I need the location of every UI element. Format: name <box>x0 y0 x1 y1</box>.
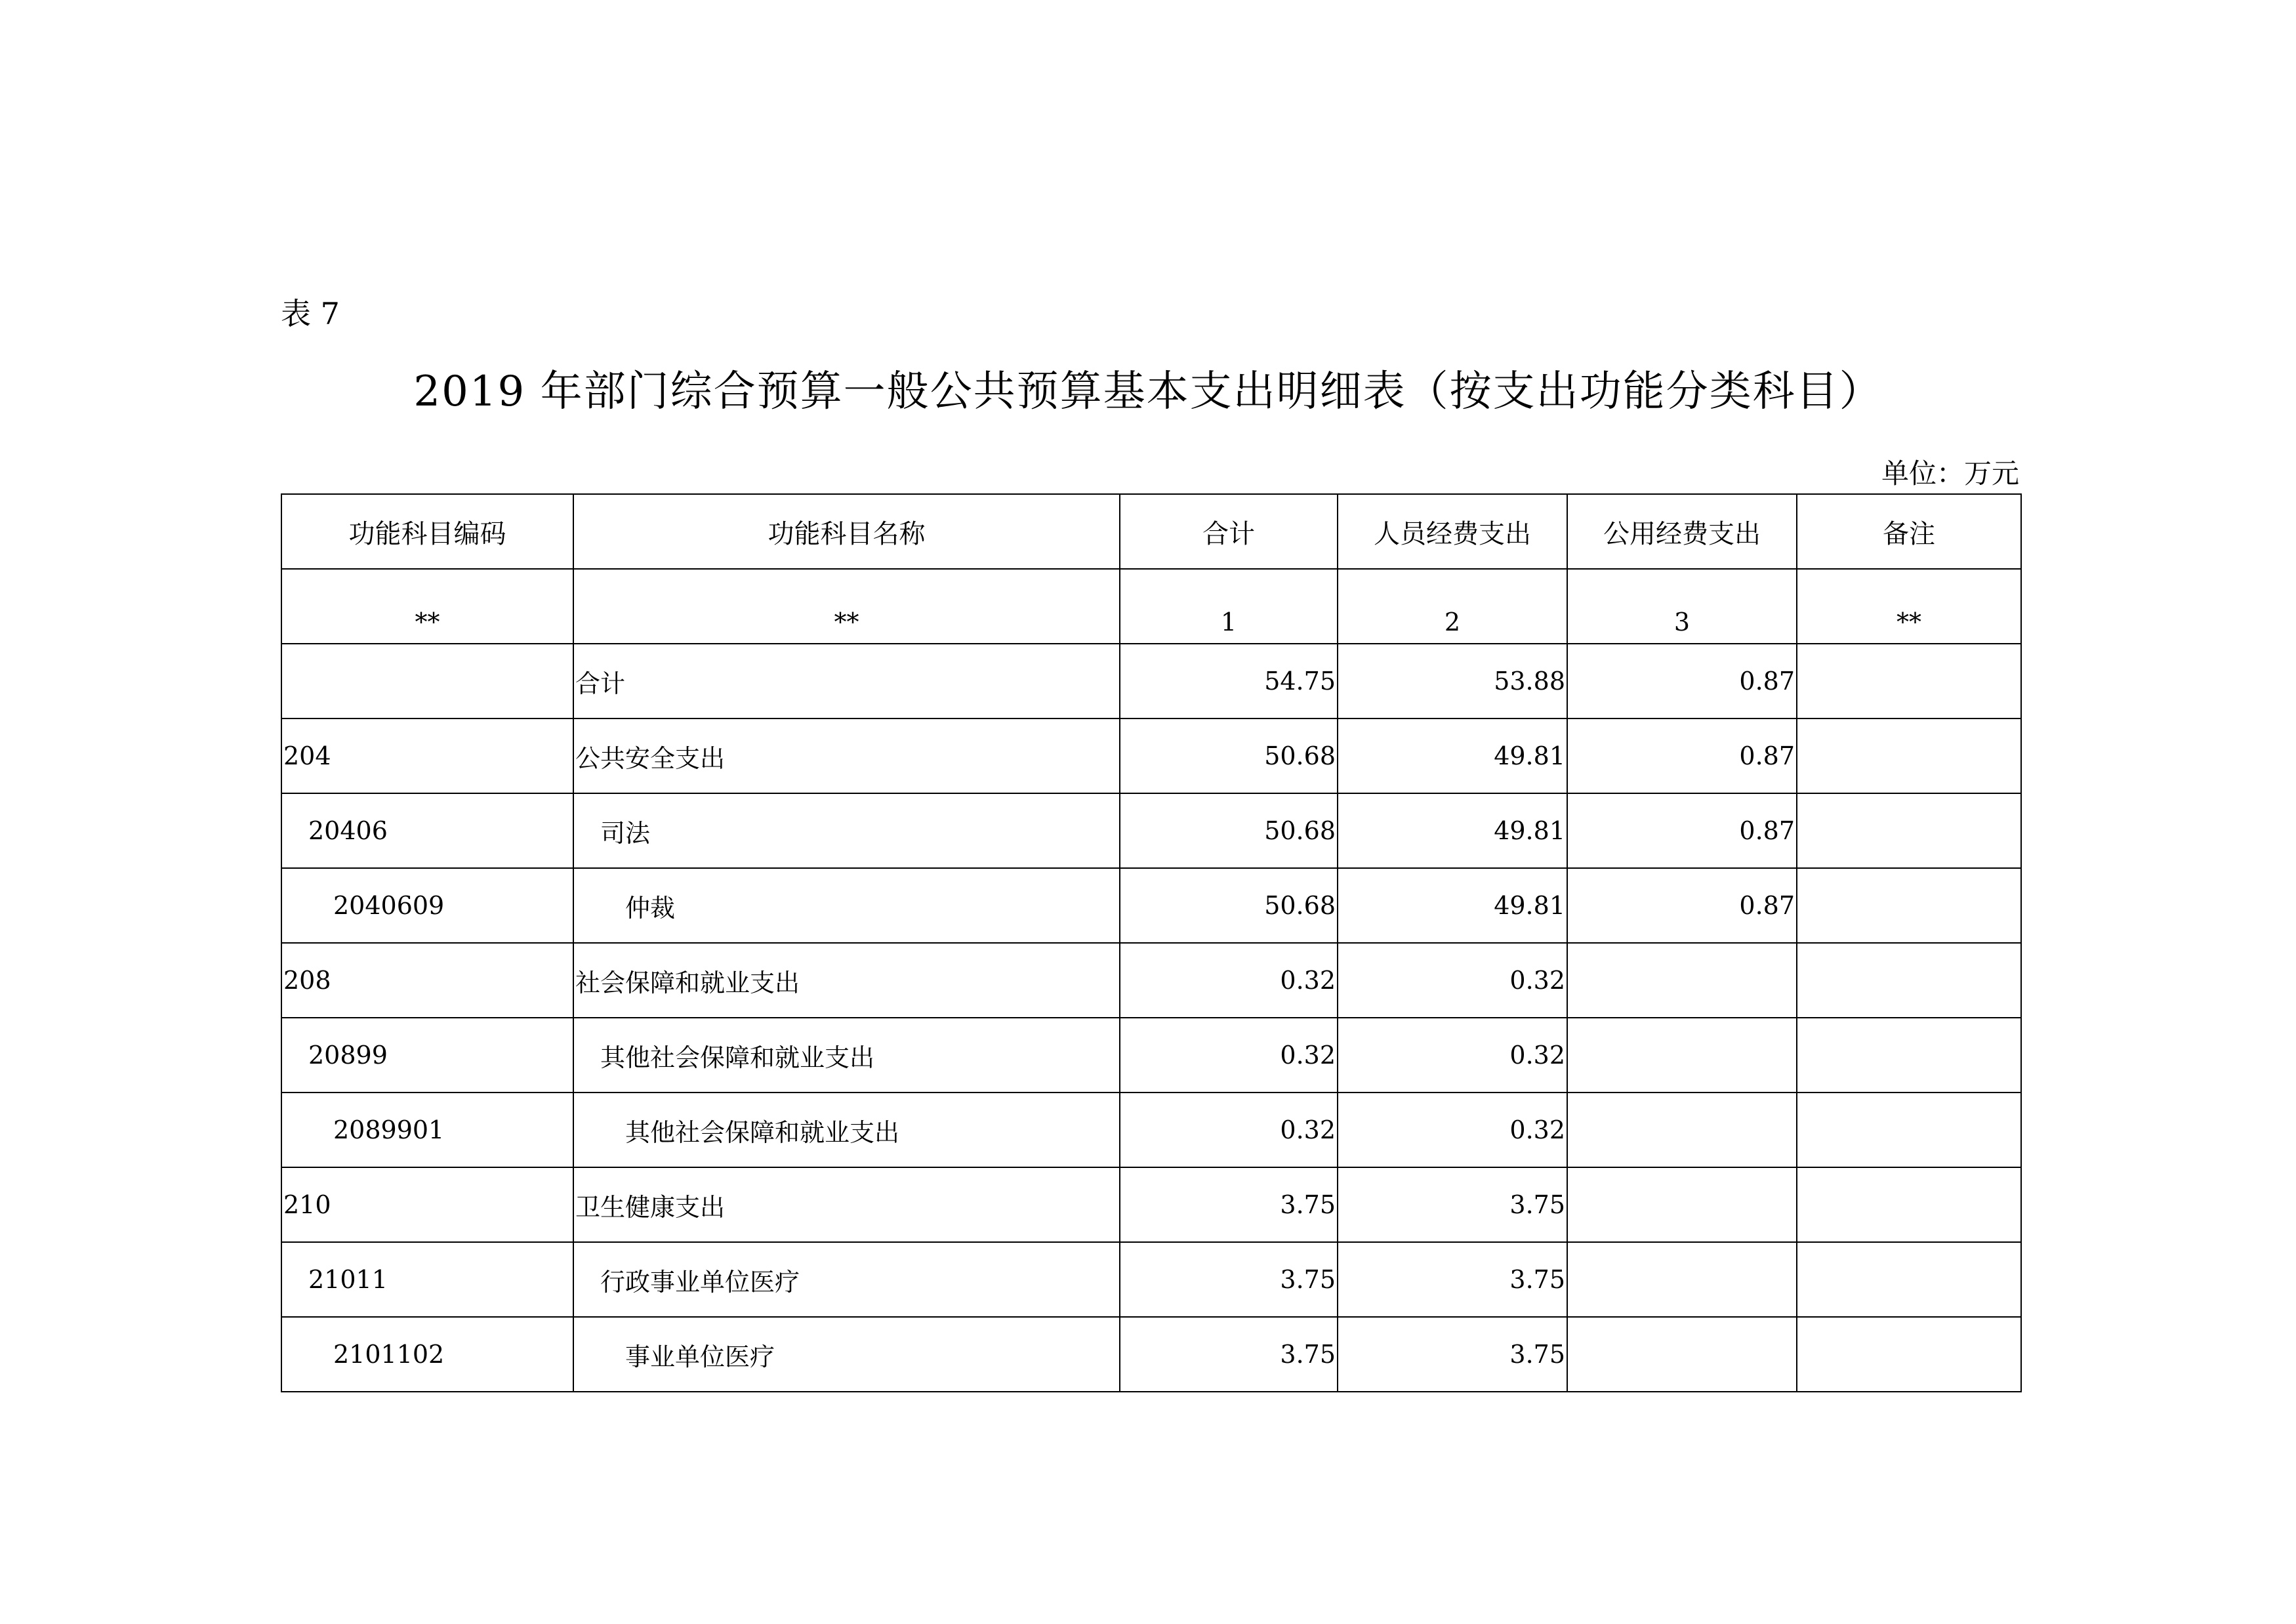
header-note: 备注 <box>1797 494 2021 569</box>
name-cell: 司法 <box>573 793 1120 868</box>
personnel-cell: 49.81 <box>1338 718 1567 793</box>
budget-table <box>281 493 2022 1392</box>
total-cell: 0.32 <box>1120 1093 1338 1167</box>
code-cell: 2040609 <box>281 868 573 943</box>
table-number-label: 表 7 <box>281 296 340 331</box>
total-cell: 50.68 <box>1120 868 1338 943</box>
total-cell: 0.32 <box>1120 1018 1338 1093</box>
code-cell <box>281 644 573 718</box>
code-cell: 20406 <box>281 793 573 868</box>
header-personnel: 人员经费支出 <box>1338 494 1567 569</box>
public-cell <box>1567 1093 1797 1167</box>
personnel-cell: 0.32 <box>1338 1093 1567 1167</box>
personnel-cell: 49.81 <box>1338 793 1567 868</box>
total-cell: 3.75 <box>1120 1242 1338 1317</box>
index-cell: ** <box>1797 569 2021 644</box>
table-row <box>281 1093 2021 1167</box>
table-row <box>281 1317 2021 1392</box>
public-cell: 0.87 <box>1567 718 1797 793</box>
personnel-cell: 49.81 <box>1338 868 1567 943</box>
total-cell: 3.75 <box>1120 1317 1338 1392</box>
code-cell: 2089901 <box>281 1093 573 1167</box>
note-cell <box>1797 793 2021 868</box>
name-cell: 卫生健康支出 <box>573 1167 1120 1242</box>
code-cell: 20899 <box>281 1018 573 1093</box>
table-row <box>281 718 2021 793</box>
note-cell <box>1797 1018 2021 1093</box>
note-cell <box>1797 1317 2021 1392</box>
note-cell <box>1797 943 2021 1018</box>
name-cell: 行政事业单位医疗 <box>573 1242 1120 1317</box>
unit-note: 单位：万元 <box>1881 457 2019 489</box>
note-cell <box>1797 1167 2021 1242</box>
table-row <box>281 1018 2021 1093</box>
table-row <box>281 1242 2021 1317</box>
table-row <box>281 868 2021 943</box>
header-name: 功能科目名称 <box>573 494 1120 569</box>
table-row <box>281 943 2021 1018</box>
table-row <box>281 793 2021 868</box>
code-cell: 210 <box>281 1167 573 1242</box>
name-cell: 公共安全支出 <box>573 718 1120 793</box>
index-cell: 2 <box>1338 569 1567 644</box>
code-cell: 204 <box>281 718 573 793</box>
personnel-cell: 3.75 <box>1338 1167 1567 1242</box>
table-row <box>281 644 2021 718</box>
personnel-cell: 53.88 <box>1338 644 1567 718</box>
public-cell <box>1567 1242 1797 1317</box>
table-row <box>281 1167 2021 1242</box>
index-cell: ** <box>573 569 1120 644</box>
note-cell <box>1797 1242 2021 1317</box>
name-cell: 其他社会保障和就业支出 <box>573 1018 1120 1093</box>
public-cell: 0.87 <box>1567 868 1797 943</box>
personnel-cell: 3.75 <box>1338 1317 1567 1392</box>
public-cell <box>1567 1317 1797 1392</box>
public-cell <box>1567 1018 1797 1093</box>
header-code: 功能科目编码 <box>281 494 573 569</box>
public-cell: 0.87 <box>1567 793 1797 868</box>
table-header-row <box>281 494 2021 569</box>
total-cell: 3.75 <box>1120 1167 1338 1242</box>
total-cell: 50.68 <box>1120 718 1338 793</box>
total-cell: 0.32 <box>1120 943 1338 1018</box>
personnel-cell: 3.75 <box>1338 1242 1567 1317</box>
total-cell: 54.75 <box>1120 644 1338 718</box>
public-cell: 0.87 <box>1567 644 1797 718</box>
index-cell: ** <box>281 569 573 644</box>
note-cell <box>1797 718 2021 793</box>
note-cell <box>1797 868 2021 943</box>
name-cell: 其他社会保障和就业支出 <box>573 1093 1120 1167</box>
header-public: 公用经费支出 <box>1567 494 1797 569</box>
document-title: 2019 年部门综合预算一般公共预算基本支出明细表（按支出功能分类科目） <box>413 367 1883 416</box>
code-cell: 2101102 <box>281 1317 573 1392</box>
name-cell: 合计 <box>573 644 1120 718</box>
column-index-row <box>281 569 2021 644</box>
personnel-cell: 0.32 <box>1338 1018 1567 1093</box>
index-cell: 3 <box>1567 569 1797 644</box>
note-cell <box>1797 644 2021 718</box>
name-cell: 事业单位医疗 <box>573 1317 1120 1392</box>
personnel-cell: 0.32 <box>1338 943 1567 1018</box>
code-cell: 21011 <box>281 1242 573 1317</box>
index-cell: 1 <box>1120 569 1338 644</box>
header-total: 合计 <box>1120 494 1338 569</box>
total-cell: 50.68 <box>1120 793 1338 868</box>
public-cell <box>1567 1167 1797 1242</box>
note-cell <box>1797 1093 2021 1167</box>
code-cell: 208 <box>281 943 573 1018</box>
public-cell <box>1567 943 1797 1018</box>
name-cell: 社会保障和就业支出 <box>573 943 1120 1018</box>
name-cell: 仲裁 <box>573 868 1120 943</box>
